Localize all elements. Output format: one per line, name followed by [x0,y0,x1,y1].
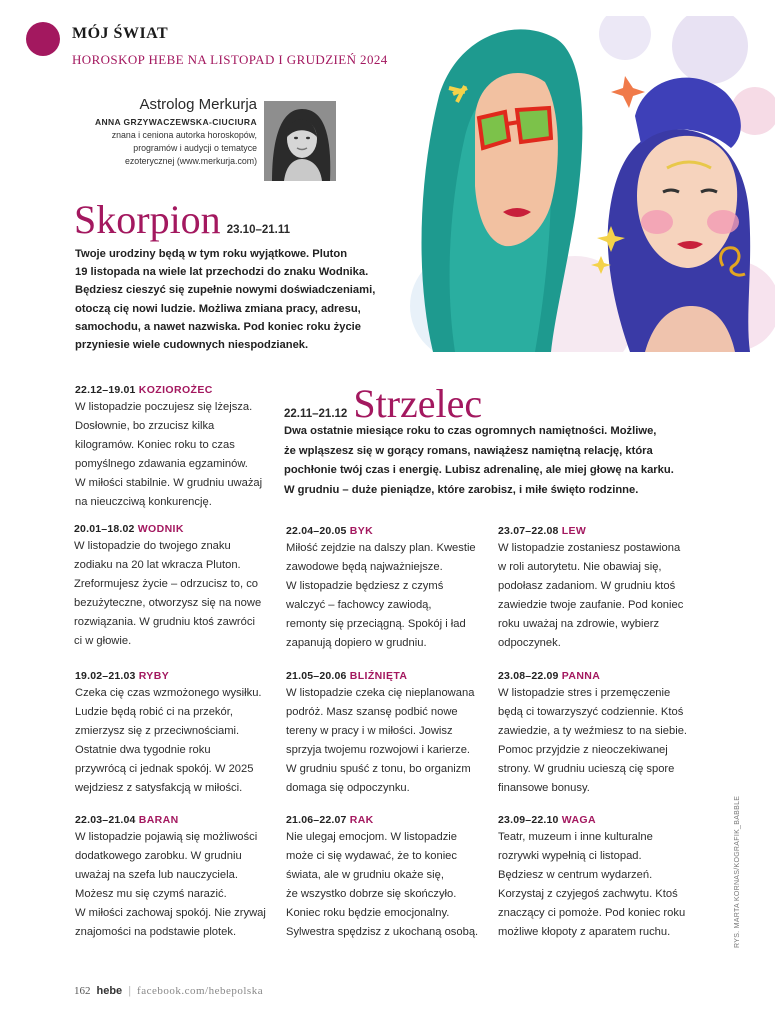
sign-baran [75,814,285,942]
illustration [405,16,775,352]
sign-name: BARAN [138,814,179,826]
featured-sign-name: Skorpion [74,197,221,242]
sign-header [498,814,713,826]
author-desc-line: programów i audycji o tematyce [133,143,257,153]
text-line: Teatr, muzeum i inne kulturalne [498,831,653,843]
text-line: domaga się odpoczynku. [286,782,410,794]
text-line: że wszystko dobrze się skończyło. [286,888,457,900]
sign-text [286,684,496,798]
sign-date: 20.01–18.02 [74,523,135,535]
sign-name: BLIŹNIĘTA [349,670,408,682]
footer-separator: | [128,985,132,997]
text-line: finansowe bonusy. [498,782,590,794]
text-line: zmierzysz się z przeciwnościami. [75,725,240,737]
text-line: W listopadzie zostaniesz postawiona [498,542,681,554]
skorpion-text [75,245,395,354]
text-line: Korzystaj z czyjegoś zachwytu. Ktoś [498,888,678,900]
sign-date: 23.08–22.09 [498,670,559,682]
text-line: W grudniu – duże pieniądze, które zarobisz, i miłe święto rodzinne. [284,483,639,496]
section-title: MÓJ ŚWIAT [72,25,169,42]
sign-date: 21.05–20.06 [286,670,347,682]
text-line: wejdziesz z satysfakcją w miłości. [75,782,243,794]
sign-panna [498,670,713,798]
text-line: znajomości na podstawie plotek. [75,926,237,938]
skorpion-heading [74,196,290,243]
text-line: Czeka cię czas wzmożonego wysiłku. [75,687,262,699]
text-line: zapanują dopiero w grudniu. [286,637,427,649]
text-line: zodiaku na 20 lat wkracza Pluton. [74,559,241,571]
author-desc-line: ezoterycznej (www.merkurja.com) [125,156,257,166]
sign-header [286,525,496,537]
sign-header [75,384,285,396]
text-line: Dosłownie, bo zrzucisz kilka [75,420,215,432]
text-line: ci w głowie. [74,635,132,647]
sign-text [286,828,496,942]
sign-date: 23.07–22.08 [498,525,559,537]
sign-text [498,828,713,942]
sign-header [75,670,285,682]
text-line: że wpląszesz się w gorący romans, nawiążesz namiętną relację, która [284,444,653,457]
sign-name: PANNA [561,670,601,682]
featured-sign-name: Strzelec [353,381,483,426]
text-line: 19 listopada na wiele lat przechodzi do znaku Wodnika. [75,266,369,279]
author-desc-line: znana i ceniona autorka horoskopów, [111,130,257,140]
sign-rak [286,814,496,942]
illustration-credit: RYS. MARTA KORNAS/KOGRAFIK_BABBLE [734,795,741,948]
sign-header [75,814,285,826]
sign-name: WODNIK [137,523,184,535]
sign-name: RYBY [138,670,170,682]
text-line: uważaj na szefa lub nauczyciela. [75,869,238,881]
sign-header [498,670,713,682]
sign-header [286,814,496,826]
page-number: 162 [74,985,91,997]
text-line: sprzyja twojemu rozwojowi i karierze. [286,744,471,756]
page-footer [74,985,263,997]
text-line: walczyć – fachowcy zawiodą, [286,599,432,611]
text-line: rozwiązania. W grudniu ktoś zawróci [74,616,255,628]
sign-date: 23.09–22.10 [498,814,559,826]
text-line: przyniesie wiele cudownych niespodzianek. [75,339,309,352]
sign-text [498,684,713,798]
text-line: Możesz mu się czymś narazić. [75,888,227,900]
text-line: zawodowe będą najważniejsze. [286,561,443,573]
sign-text [75,398,285,512]
sign-text [75,684,285,798]
text-line: pomyślnego zdawania egzaminów. [75,458,248,470]
text-line: świata, ale w grudniu okaże się, [286,869,444,881]
sign-bliznieta [286,670,496,798]
text-line: zawiedzie twoje zaufanie. Pod koniec [498,599,684,611]
sign-name: LEW [561,525,587,537]
text-line: W listopadzie pojawią się możliwości [75,831,258,843]
text-line: Dwa ostatnie miesiące roku to czas ogromnych namiętności. Możliwe, [284,425,657,437]
strzelec-heading [284,380,482,427]
text-line: remonty się przeciągną. Spokój i ład [286,618,466,630]
sign-date: 22.03–21.04 [75,814,136,826]
text-line: tereny w pracy i w miłości. Jowisz [286,725,453,737]
sign-ryby [75,670,285,798]
sign-text [75,828,285,942]
sign-name: BYK [349,525,374,537]
sign-header [286,670,496,682]
text-line: W grudniu spuść z tonu, bo organizm [286,763,471,775]
text-line: znaczący ci pomoże. Pod koniec roku [498,907,686,919]
sign-text [498,539,713,653]
sign-koziorozec [75,384,285,512]
sign-lew [498,525,713,653]
sign-name: WAGA [561,814,596,826]
section-dot [26,22,60,56]
text-line: dodatkowego zarobku. W grudniu [75,850,242,862]
text-line: W miłości zachowaj spokój. Nie zrywaj [75,907,266,919]
text-line: Będziesz cieszyć się zupełnie nowymi doświadczeniami, [75,284,376,297]
text-line: Zreformujesz życie – odrzucisz to, co [74,578,259,590]
text-line: Twoje urodziny będą w tym roku wyjątkowe. Pluton [75,248,348,260]
text-line: w roli autorytetu. Nie obawiaj się, [498,561,662,573]
facebook-link[interactable]: facebook.com/hebepolska [137,985,264,997]
text-line: podołasz zadaniom. W grudniu ktoś [498,580,676,592]
text-line: bezużyteczne, otworzysz się na nowe [74,597,262,609]
text-line: pochłonie twój czas i energię. Lubisz adrenalinę, ale miej głowę na karku. [284,464,674,476]
featured-sign-date: 22.11–21.12 [284,408,348,420]
text-line: otoczą cię nowi ludzie. Możliwa zmiana pracy, adresu, [75,302,361,315]
text-line: Ostatnie dwa tygodnie roku [75,744,211,756]
text-line: rozrywki wypełnią ci listopad. [498,850,642,862]
sign-wodnik [74,523,284,651]
author-name: ANNA GRZYWACZEWSKA-CIUCIURA [94,117,257,127]
text-line: W listopadzie poczujesz się lżejsza. [75,401,253,413]
text-line: zawiedzie, a ty weźmiesz to na siebie. [498,725,688,737]
text-line: W listopadzie czeka cię nieplanowana [286,687,475,699]
author-title: Astrolog Merkurja [139,96,257,113]
text-line: W listopadzie będziesz z czymś [286,580,444,592]
sign-waga [498,814,713,942]
text-line: podróż. Masz szansę podbić nowe [286,706,458,718]
text-line: może ci się wydawać, że to koniec [286,850,457,862]
text-line: kilogramów. Koniec roku to czas [75,439,235,451]
strzelec-text [284,422,704,500]
text-line: Miłość zejdzie na dalszy plan. Kwestie [286,542,476,554]
text-line: W listopadzie do twojego znaku [74,540,231,552]
page-subtitle: HOROSKOP HEBE NA LISTOPAD I GRUDZIEŃ 2024 [72,52,388,67]
text-line: Nie ulegaj emocjom. W listopadzie [286,831,457,843]
text-line: strony. W grudniu ucieszą cię spore [498,763,675,775]
text-line: W miłości stabilnie. W grudniu uważaj [75,477,263,489]
sign-header [498,525,713,537]
sign-header [74,523,284,535]
text-line: odpoczynek. [498,637,561,649]
sign-name: RAK [349,814,374,826]
author-block [27,96,257,168]
text-line: na nieuczciwą konkurencję. [75,496,212,508]
text-line: będą ci towarzyszyć codziennie. Ktoś [498,706,684,718]
text-line: samochodu, a nawet nazwiska. Pod koniec roku życie [75,320,361,333]
sign-date: 21.06–22.07 [286,814,347,826]
text-line: Ludzie będą robić ci na przekór, [75,706,233,718]
sign-byk [286,525,496,653]
text-line: Sylwestra spędzisz z ukochaną osobą. [286,926,479,938]
sign-text [286,539,496,653]
text-line: Będziesz w centrum wydarzeń. [498,869,653,881]
sign-date: 22.12–19.01 [75,384,136,396]
text-line: przywrócą ci jednak spokój. W 2025 [75,763,254,775]
text-line: W listopadzie stres i przemęczenie [498,687,671,699]
sign-date: 19.02–21.03 [75,670,136,682]
brand-logo: hebe [96,985,123,997]
text-line: możliwe kłopoty z aparatem ruchu. [498,926,671,938]
sign-date: 22.04–20.05 [286,525,347,537]
sign-name: KOZIOROŻEC [138,384,213,396]
author-description [27,129,257,168]
text-line: roku uważaj na zdrowie, wybierz [498,618,660,630]
author-photo [264,101,336,181]
sign-text [74,537,284,651]
text-line: Koniec roku będzie emocjonalny. [286,907,450,919]
featured-sign-date: 23.10–21.11 [226,224,291,236]
text-line: Pomoc przyjdzie z nieoczekiwanej [498,744,668,756]
